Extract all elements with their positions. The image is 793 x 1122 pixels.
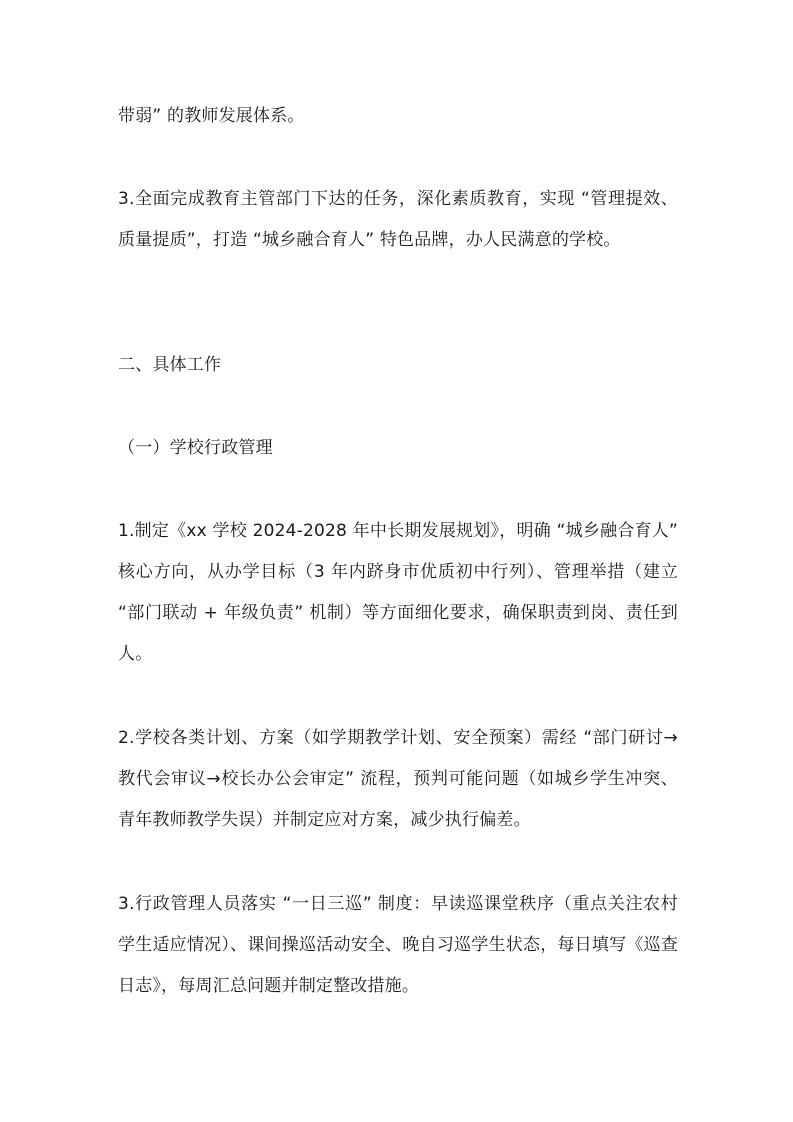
list-item: 3.行政管理人员落实 “一日三巡” 制度：早读巡课堂秩序（重点关注农村学生适应情况）、课间操巡活动安全、晚自习巡学生状态，每日填写《巡查日志》，每周汇总问题并制定整改措施。 (118, 894, 678, 996)
list-item: 2.学校各类计划、方案（如学期教学计划、安全预案）需经 “部门研讨→教代会审议→校长办公会审定” 流程，预判可能问题（如城乡学生冲突、青年教师教学失误）并制定应对方案，减少执行偏差。 (118, 728, 678, 830)
section-heading: 二、具体工作 (118, 355, 222, 375)
paragraph-goal-3: 3.全面完成教育主管部门下达的任务，深化素质教育，实现 “管理提效、质量提质”，打造 “城乡融合育人” 特色品牌，办人民满意的学校。 (118, 189, 678, 250)
paragraph-continuation: 带弱” 的教师发展体系。 (118, 106, 305, 126)
subsection-heading: （一）学校行政管理 (118, 438, 273, 458)
list-item: 1.制定《xx 学校 2024-2028 年中长期发展规划》，明确 “城乡融合育人” 核心方向，从办学目标（3 年内跻身市优质初中行列）、管理举措（建立 “部门联动 + 年级负责” 机制）等方面细化要求，确保职责到岗、责任到人。 (118, 521, 678, 664)
